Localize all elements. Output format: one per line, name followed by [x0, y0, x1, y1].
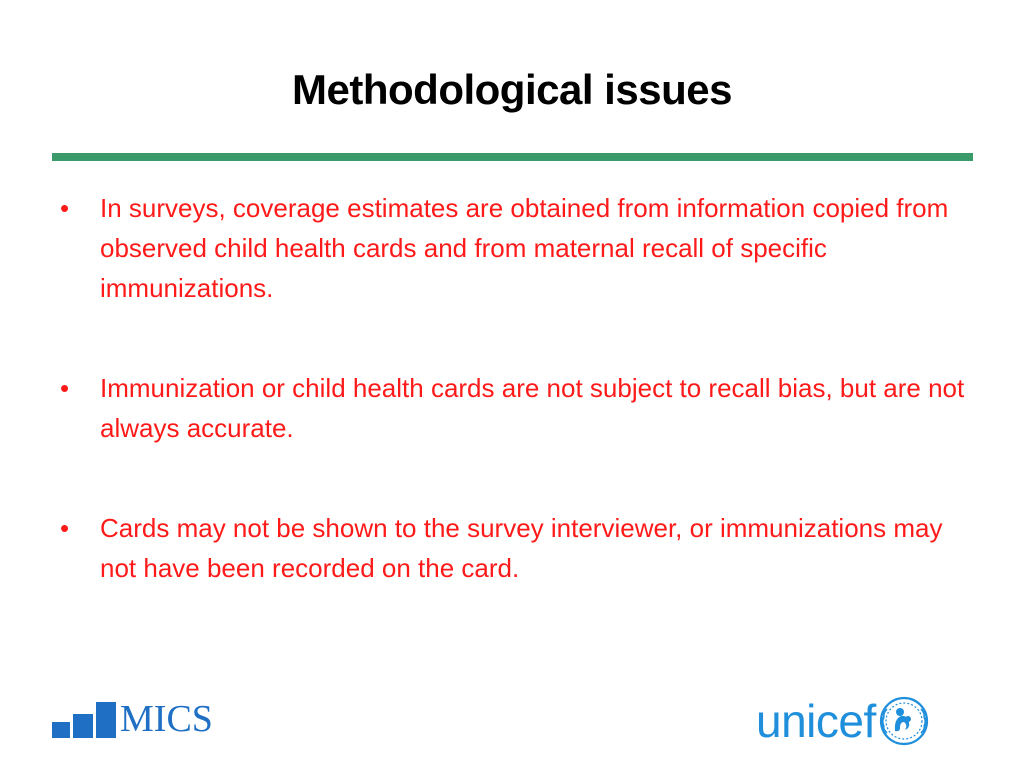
bullet-text: In surveys, coverage estimates are obtained from information copied from observed child health cards and from maternal recall of specific immunizations. [100, 193, 949, 303]
mics-bar [96, 702, 116, 738]
bullet-item [58, 508, 968, 588]
mics-bar [73, 714, 93, 738]
slide-title: Methodological issues [292, 66, 732, 113]
mics-bar [52, 722, 70, 738]
unicef-logo [756, 694, 930, 748]
bullet-list [58, 188, 968, 648]
unicef-emblem-icon [878, 695, 930, 747]
mics-logo-text: MICS [120, 698, 213, 740]
bullet-icon: • [60, 373, 70, 403]
mics-logo [52, 698, 213, 738]
bullet-text: Cards may not be shown to the survey interviewer, or immunizations may not have been recorded on the card. [100, 513, 943, 583]
bullet-item [58, 188, 968, 308]
bullet-icon: • [60, 193, 70, 223]
bullet-text: Immunization or child health cards are not subject to recall bias, but are not always accurate. [100, 373, 965, 443]
title-divider [52, 153, 973, 161]
bullet-icon: • [60, 513, 70, 543]
bullet-item [58, 368, 968, 448]
mics-bars-icon [52, 702, 116, 738]
unicef-logo-text: unicef [756, 695, 876, 747]
